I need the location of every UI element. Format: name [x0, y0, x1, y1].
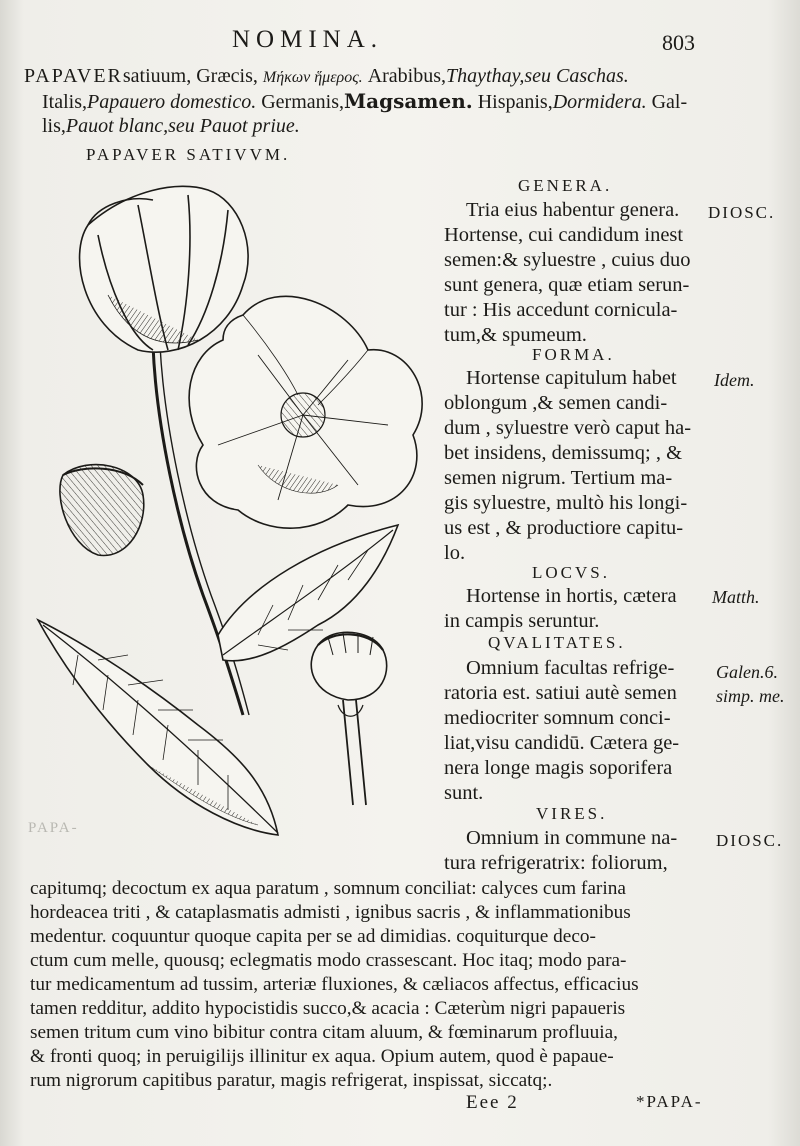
forma-line-3: dum , syluestre verò caput ha- [444, 417, 692, 439]
figure-caption: PAPAVER SATIVVM. [86, 145, 291, 164]
side-note-diosc-1: DIOSC. [708, 203, 776, 222]
page-number: 803 [662, 30, 695, 55]
forma-line-4: bet insidens, demissumq; , & [444, 442, 683, 464]
vires-full-line-7: semen tritum cum vino bibitur contra citam aluum, & fœminarum profluuia, [30, 1022, 618, 1043]
intro-spanish-name: Dormidera. [552, 91, 647, 113]
bleed-through-left: PAPA- [28, 820, 79, 836]
vires-full-line-2: hordeacea triti , & cataplasmatis admisti , ignibus sacris , & inflammationibus [30, 902, 631, 923]
intro-lis: lis, [42, 115, 66, 137]
heading-qualitates: QVALITATES. [488, 633, 626, 652]
forma-line-8: lo. [444, 542, 466, 564]
vires-line-r2: tura refrigeratrix: foliorum, [444, 852, 668, 874]
intro-french-name: Pauot blanc,seu Pauot priue. [65, 115, 300, 137]
intro-italis: Italis, [42, 91, 87, 113]
intro-germanis: Germanis, [261, 91, 344, 113]
vires-line-r1: Omnium in commune na- [466, 827, 678, 849]
intro-papaver: PAPAVER [24, 65, 123, 87]
open-flower [189, 296, 422, 528]
heading-vires: VIRES. [536, 804, 608, 823]
genera-line-6: tum,& spumeum. [444, 324, 587, 346]
vires-full-line-3: medentur. coquuntur quoque capita per se ad dimidias. coquiturque deco- [30, 926, 596, 947]
genera-line-4: sunt genera, quæ etiam serun- [444, 274, 690, 296]
vires-full-line-5: tur medicamentum ad tussim, arteriæ fluxiones, & cæliacos affectus, efficacius [30, 974, 639, 995]
running-title: NOMINA. [232, 26, 384, 53]
heading-locus: LOCVS. [532, 563, 610, 582]
intro-german-name: Magsamen. [344, 89, 473, 113]
intro-line-2 [42, 89, 687, 115]
vires-full-line-1: capitumq; decoctum ex aqua paratum , somnum conciliat: calyces cum farina [30, 878, 626, 899]
genera-line-5: tur : His accedunt cornicula- [444, 299, 678, 321]
genera-line-2: Hortense, cui candidum inest [444, 224, 684, 246]
heading-genera: GENERA. [518, 176, 613, 195]
qualitates-line-5: nera longe magis soporifera [444, 757, 673, 779]
intro-line-1 [24, 64, 629, 90]
heading-forma: FORMA. [532, 345, 615, 364]
qualitates-line-2: ratoria est. satiui autè semen [444, 682, 677, 704]
forma-line-2: oblongum ,& semen candi- [444, 392, 668, 414]
intro-arabibus: Arabibus, [367, 65, 447, 87]
side-note-idem: Idem. [714, 370, 755, 390]
forma-line-6: gis syluestre, multò his longi- [444, 492, 688, 514]
side-note-simp: simp. me. [716, 686, 785, 706]
intro-italian-name: Papauero domestico. [87, 91, 257, 113]
side-note-galen: Galen.6. [716, 662, 778, 682]
forma-line-7: us est , & productiore capitu- [444, 517, 684, 539]
catchword: *PAPA- [636, 1092, 703, 1111]
vires-full-line-4: ctum cum melle, quousq; eclegmatis modo crassescant. Hoc itaq; modo para- [30, 950, 627, 971]
seed-head [60, 465, 144, 556]
qualitates-line-1: Omnium facultas refrige- [466, 657, 675, 679]
qualitates-line-4: liat,visu candidū. Cætera ge- [444, 732, 680, 754]
vires-full-line-9: rum nigrorum capitibus paratur, magis refrigerat, inspissat, siccatq;. [30, 1070, 553, 1091]
seed-capsule [311, 632, 386, 805]
intro-line-3 [42, 114, 300, 139]
vires-full-line-8: & fronti quoq; in peruigilijs illinitur ex aqua. Opium autem, quod è papaue- [30, 1046, 614, 1067]
intro-gal: Gal- [651, 91, 688, 113]
side-note-diosc-2: DIOSC. [716, 831, 784, 850]
poppy-woodcut [28, 165, 448, 855]
intro-satiuum: satiuum, Græcis, [122, 65, 258, 87]
intro-hispanis: Hispanis, [477, 91, 553, 113]
locus-line-1: Hortense in hortis, cætera [466, 585, 677, 607]
vires-full-line-6: tamen redditur, addito hypocistidis succo,& acacia : Cæterùm nigri papaueris [30, 998, 626, 1019]
genera-line-1: Tria eius habentur genera. [466, 199, 680, 221]
closed-flower [80, 186, 249, 352]
genera-line-3: semen:& syluestre , cuius duo [444, 249, 691, 271]
intro-arabic-name: Thaythay,seu Caschas. [446, 65, 629, 87]
forma-line-1: Hortense capitulum habet [466, 367, 677, 389]
signature-mark: Eee 2 [466, 1092, 519, 1113]
forma-line-5: semen nigrum. Tertium ma- [444, 467, 673, 489]
locus-line-2: in campis seruntur. [444, 610, 600, 632]
qualitates-line-6: sunt. [444, 782, 484, 804]
intro-greek: Μήκων ἥμερος. [262, 69, 363, 86]
qualitates-line-3: mediocriter somnum conci- [444, 707, 671, 729]
side-note-matth: Matth. [712, 587, 760, 607]
